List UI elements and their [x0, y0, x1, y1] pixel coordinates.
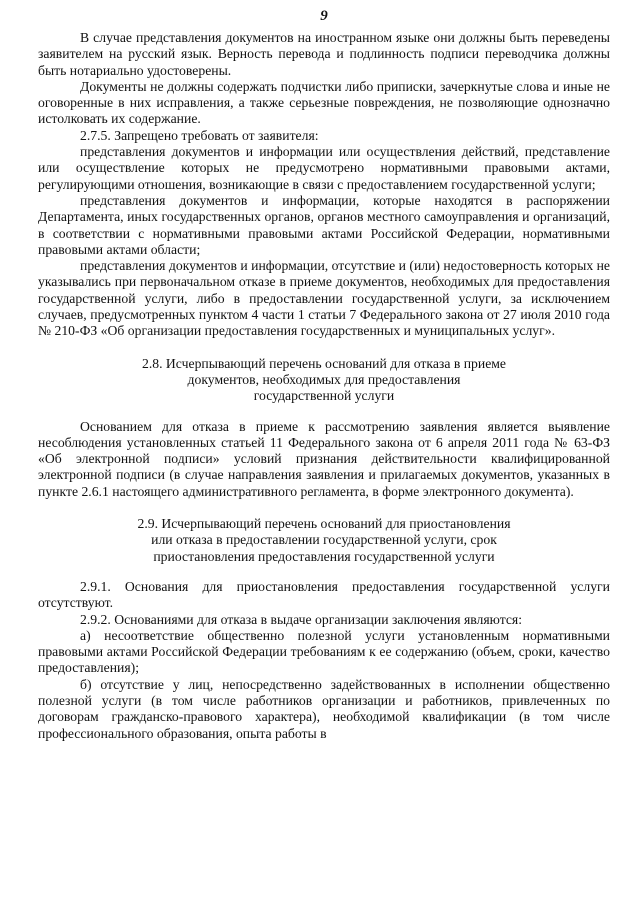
paragraph: Основанием для отказа в приеме к рассмотрению заявления является выявление несоблюдения установленных статьей 11 Федерального закона от 6 апреля 2011 года № 63-ФЗ «Об электронной подписи» условий признания действительности квалифицированной электронной подписи (в случае направления заявления и прилагаемых документов, указанных в пункте 2.6.1 настоящего административного регламента, в форме электронного документа).	[38, 418, 610, 499]
heading-line: 2.8. Исчерпывающий перечень оснований для отказа в приеме	[141, 355, 507, 371]
paragraph: б) отсутствие у лиц, непосредственно задействованных в исполнении общественно полезной услуги (в том числе работников организации и работников, привлеченных по договорам гражданско-правового характера), необходимой квалификации (в том числе профессионального образования, опыта работы в	[38, 676, 610, 741]
paragraph: В случае представления документов на иностранном языке они должны быть переведены заявителем на русский язык. Верность перевода и подлинность подписи переводчика должны быть нотариально удостоверены.	[38, 30, 610, 78]
paragraph: Документы не должны содержать подчистки либо приписки, зачеркнутые слова и иные не оговоренные в них исправления, а также серьезные повреждения, не позволяющие однозначно истолковать их содержание.	[38, 78, 610, 127]
section-2-9-heading	[38, 516, 610, 565]
intro-text	[38, 30, 610, 340]
section-2-9-text	[38, 579, 610, 742]
heading-line: приостановления предоставления государственной услуги	[153, 548, 495, 564]
paragraph: представления документов и информации, отсутствие и (или) недостоверность которых не указывались при первоначальном отказе в приеме документов, необходимых для предоставления государственной услуги, либо в предоставлении государственной услуги, за исключением случаев, предусмотренных пунктом 4 части 1 статьи 7 Федерального закона от 27 июля 2010 года № 210-ФЗ «Об организации предоставления государственных и муниципальных услуг».	[38, 258, 611, 339]
paragraph: представления документов и информации, которые находятся в распоряжении Департамента, иных государственных органов, органов местного самоуправления и организаций, в соответствии с нормативными правовыми актами Российской Федерации, нормативными правовыми актами области;	[38, 192, 610, 257]
heading-line: государственной услуги	[253, 388, 395, 404]
section-2-8-text	[38, 419, 610, 500]
heading-line: 2.9. Исчерпывающий перечень оснований для приостановления	[137, 516, 511, 532]
heading-line: документов, необходимых для предоставления	[187, 371, 461, 387]
paragraph: а) несоответствие общественно полезной услуги установленным нормативными правовыми актами Российской Федерации требованиям к ее содержанию (объем, сроки, качество предоставления);	[38, 627, 610, 676]
paragraph: 2.9.2. Основаниями для отказа в выдаче организации заключения являются:	[80, 611, 523, 627]
paragraph: 2.9.1. Основания для приостановления предоставления государственной услуги отсутствуют.	[38, 578, 610, 611]
page-number: 9	[320, 8, 328, 24]
section-2-8-heading	[38, 356, 610, 405]
paragraph: 2.7.5. Запрещено требовать от заявителя:	[80, 127, 319, 143]
heading-line: или отказа в предоставлении государственной услуги, срок	[151, 532, 497, 548]
paragraph: представления документов и информации или осуществления действий, представление или осуществление которых не предусмотрено нормативными правовыми актами, регулирующими отношения, возникающие в связи с предоставлением государственной услуги;	[38, 144, 610, 192]
